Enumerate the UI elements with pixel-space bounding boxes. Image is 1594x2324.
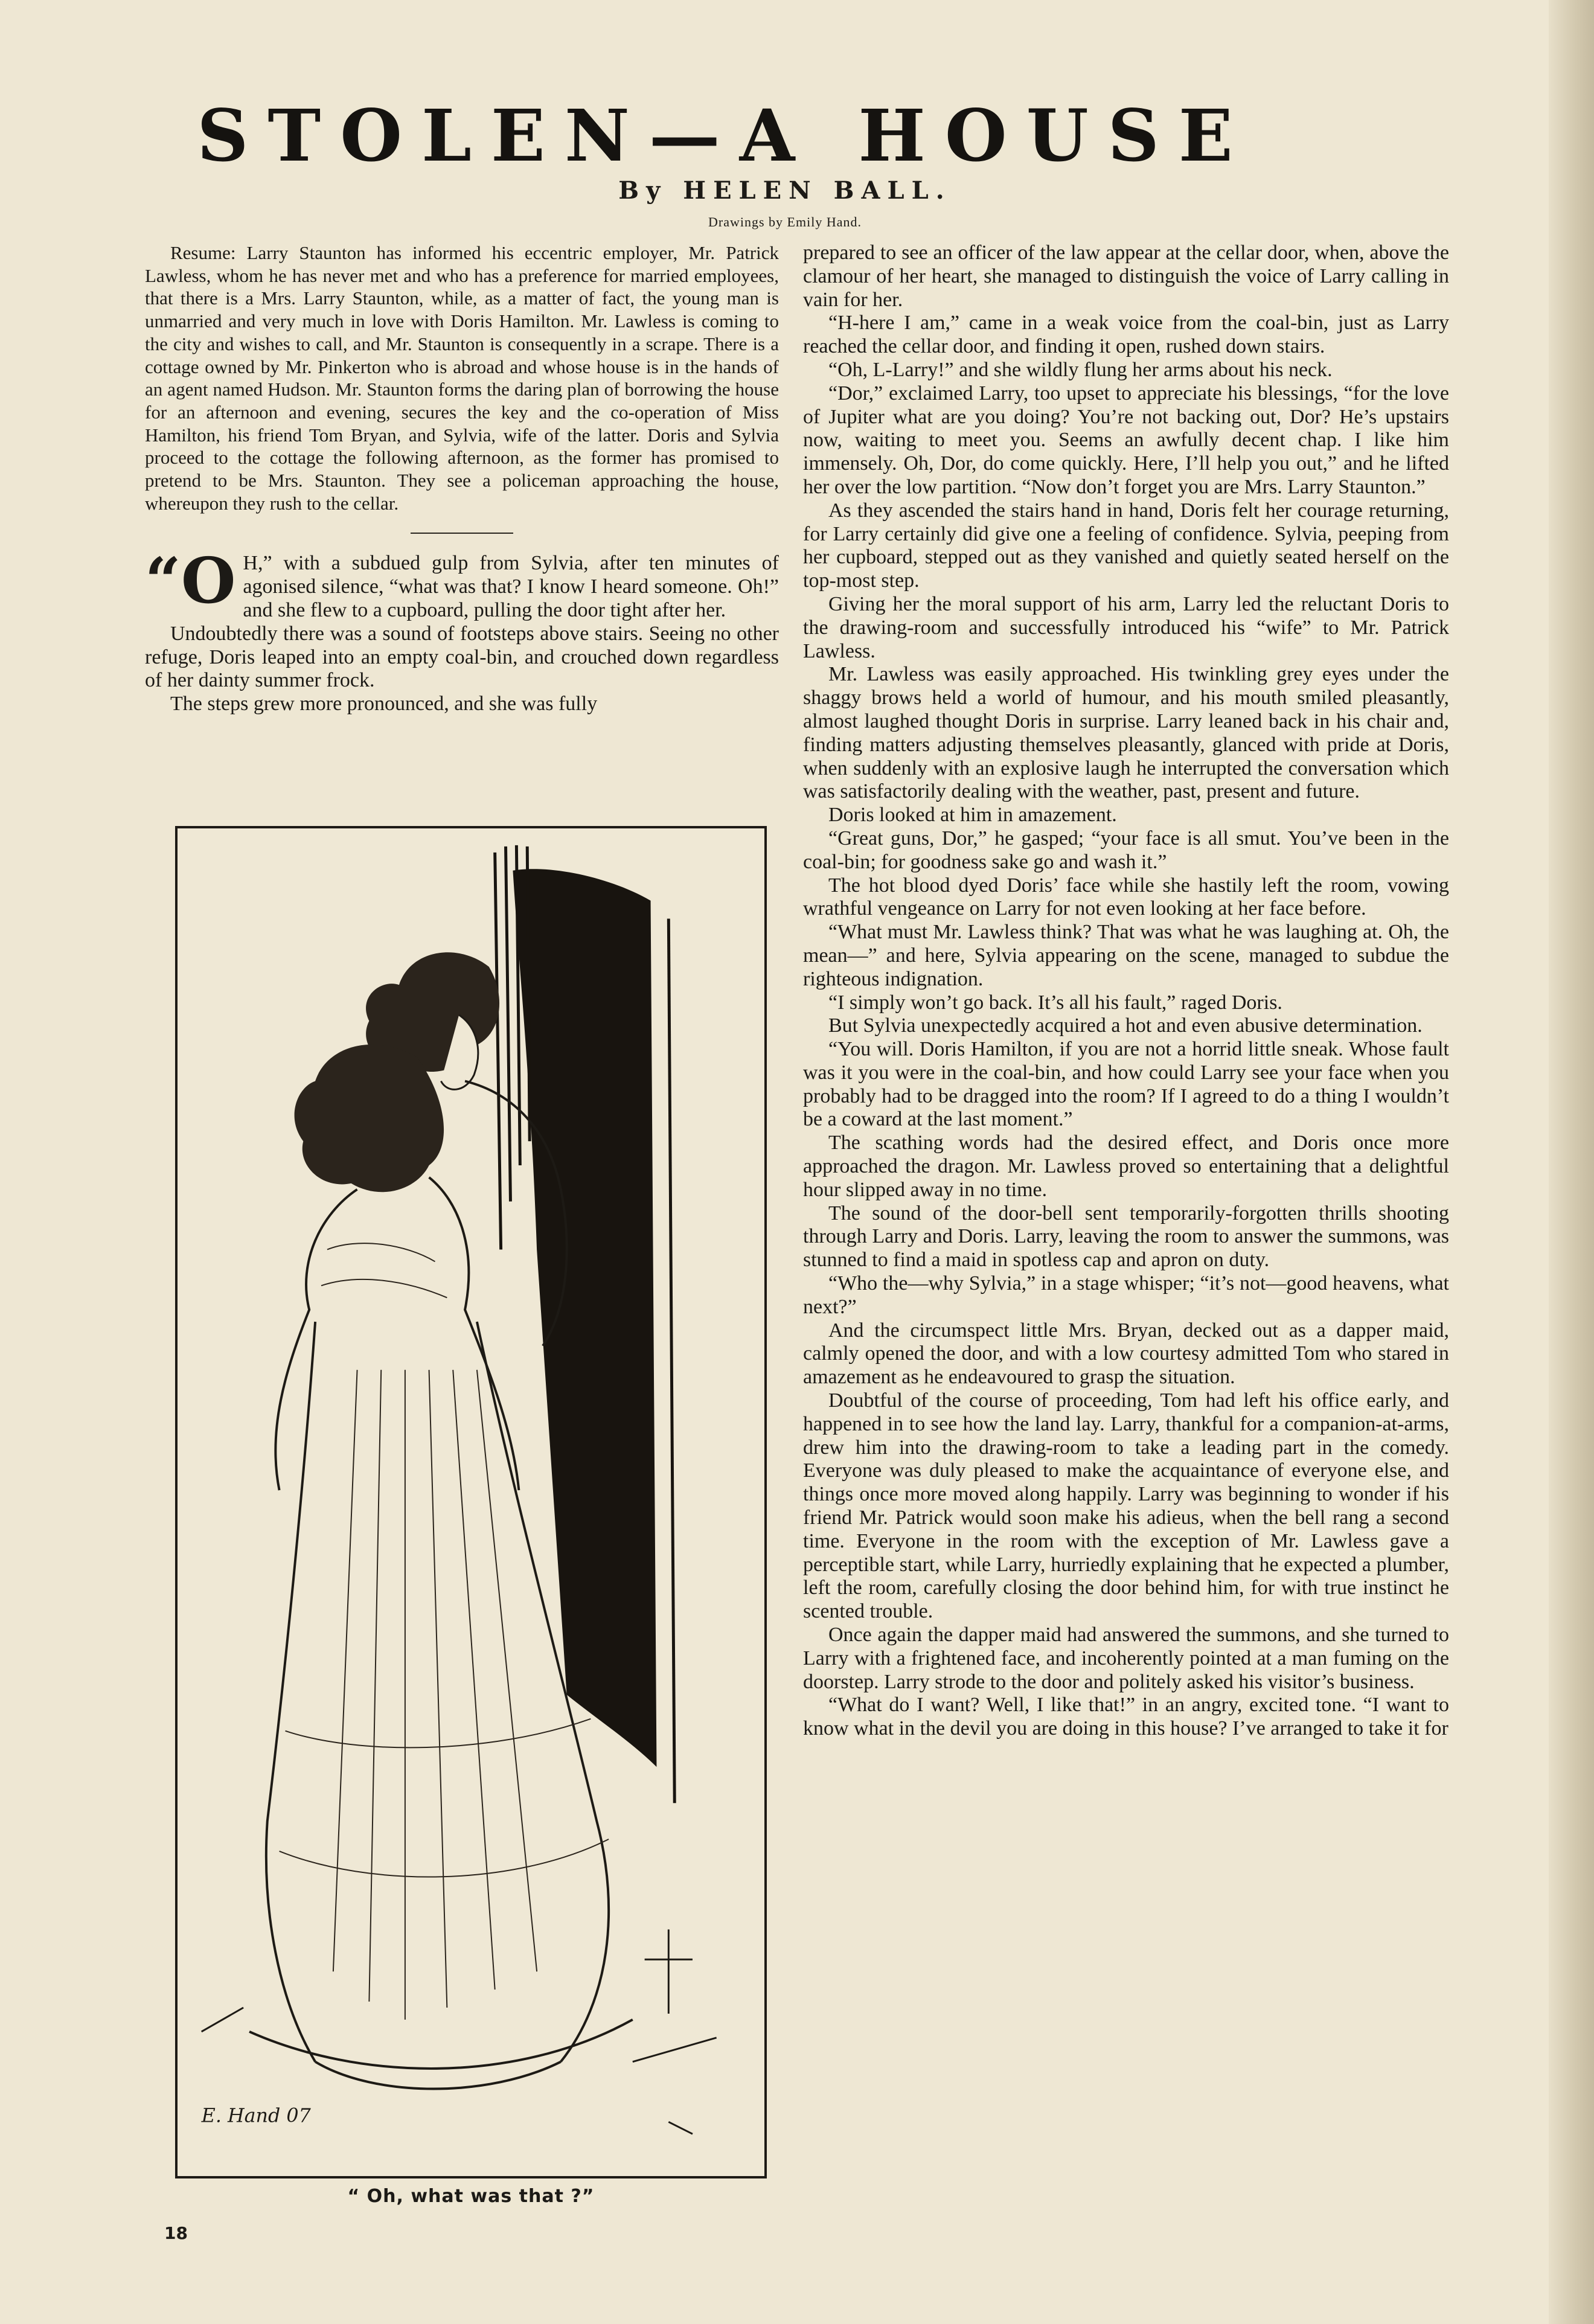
illustration-credit: Drawings by Emily Hand. [708, 214, 862, 229]
opening-paragraph-text: H,” with a subdued gulp from Sylvia, after ten minutes of agonised silence, “what was that? I know I heard someone. Oh!” and she flew to a cupboard, pulling the door tight after her. [243, 552, 779, 622]
body-paragraph: “H-here I am,” came in a weak voice from the coal-bin, just as Larry reached the cellar door, and finding it open, rushed down stairs. [803, 312, 1449, 358]
body-paragraph: Mr. Lawless was easily approached. His twinkling grey eyes under the shaggy brows held a world of humour, and his mouth smiled pleasantly, almost laughed thought Doris in surprise. Larry leaned back in his chair and, finding matters adjusting themselves pleasantly, glanced with pride at Doris, when suddenly with an explosive laugh he interrupted the conversation which was satisfactorily dealing with the weather, past, present and future. [803, 663, 1449, 803]
body-paragraph: Doubtful of the course of proceeding, Tom had left his office early, and happened in to see how the land lay. Larry, thankful for a companion-at-arms, drew him into the drawing-room to take a leading part in the comedy. Everyone was duly pleased to make the acquaintance of everyone else, and things once more moved along happily. Larry was beginning to wonder if his friend Mr. Patrick would soon make his adieus, when the bell rang a second time. Everyone in the room with the exception of Mr. Lawless gave a perceptible start, while Larry, hurriedly explaining that he expected a plumber, left the room, carefully closing the door behind him, for with true instinct he scented trouble. [803, 1389, 1449, 1623]
body-paragraph: But Sylvia unexpectedly acquired a hot and even abusive determination. [828, 1014, 1423, 1037]
section-divider [411, 533, 513, 534]
opening-paragraph [145, 543, 779, 622]
resume-paragraph: Resume: Larry Staunton has informed his eccentric employer, Mr. Patrick Lawless, whom he has never met and who has a preference for married employees, that there is a Mrs. Larry Staunton, while, as a matter of fact, the young man is unmarried and very much in love with Doris Hamilton. Mr. Lawless is coming to the city and wishes to call, and Mr. Staunton is consequently in a scrape. There is a cottage owned by Mr. Pinkerton who is abroad and whose house is in the hands of an agent named Hudson. Mr. Staunton forms the daring plan of borrowing the house for an afternoon and evening, secures the key and the co-operation of Miss Hamilton, his friend Tom Bryan, and Sylvia, wife of the latter. Doris and Sylvia proceed to the cottage the following afternoon, as the former has promised to pretend to be Mrs. Staunton. They see a policeman approaching the house, whereupon they rush to the cellar. [145, 242, 779, 514]
body-paragraph: Undoubtedly there was a sound of footsteps above stairs. Seeing no other refuge, Doris leaped into an empty coal-bin, and crouched down regardless of her dainty summer frock. [145, 622, 779, 692]
drop-cap-letter: O [181, 543, 236, 618]
body-paragraph: The hot blood dyed Doris’ face while she hastily left the room, vowing wrathful vengeance on Larry for not even looking at her face before. [803, 874, 1449, 920]
body-paragraph: “I simply won’t go back. It’s all his fault,” raged Doris. [828, 991, 1282, 1014]
body-paragraph: Giving her the moral support of his arm, Larry led the reluctant Doris to the drawing-room and successfully introduced his “wife” to Mr. Patrick Lawless. [803, 592, 1449, 662]
body-paragraph: “Great guns, Dor,” he gasped; “your face is all smut. You’ve been in the coal-bin; for goodness sake go and wash it.” [803, 827, 1449, 873]
body-paragraph: “Oh, L-Larry!” and she wildly flung her arms about his neck. [828, 358, 1333, 381]
body-paragraph: Doris looked at him in amazement. [828, 804, 1117, 827]
body-paragraph: The sound of the door-bell sent temporarily-forgotten thrills shooting through Larry and Doris. Larry, leaving the room to answer the summons, was stunned to find a maid in spotless cap and apron on duty. [803, 1202, 1449, 1272]
illustration-drawing [178, 828, 764, 2176]
body-paragraph: The steps grew more pronounced, and she was fully [170, 693, 598, 715]
byline: By HELEN BALL. [618, 176, 952, 205]
body-paragraph: Once again the dapper maid had answered the summons, and she turned to Larry with a frightened face, and incoherently pointed at a man fuming on the doorstep. Larry strode to the door and politely asked his visitor’s business. [803, 1624, 1449, 1693]
article-title: STOLEN—A HOUSE [197, 94, 1252, 178]
right-column [803, 242, 1449, 1741]
body-paragraph: The scathing words had the desired effect, and Doris once more approached the dragon. Mr. Lawless proved so entertaining that a delightful hour slipped away in no time. [803, 1132, 1449, 1201]
artist-signature: E. Hand 07 [201, 2104, 311, 2127]
body-paragraph: As they ascended the stairs hand in hand, Doris felt her courage returning, for Larry certainly did give one a feeling of confidence. Sylvia, peeping from her cupboard, stepped out as they vanished and quietly seated herself on the top-most step. [803, 499, 1449, 592]
body-paragraph: “You will. Doris Hamilton, if you are not a horrid little sneak. Whose fault was it you were in the coal-bin, and how could Larry see your face when you probably had to be dragged into the room? If I agreed to do a thing I wouldn’t be a coward at the last moment.” [803, 1038, 1449, 1131]
body-paragraph: “Who the—why Sylvia,” in a stage whisper; “it’s not—good heavens, what next?” [803, 1272, 1449, 1318]
body-paragraph: And the circumspect little Mrs. Bryan, decked out as a dapper maid, calmly opened the door, and with a low courtesy admitted Tom who stared in amazement as he endeavoured to grasp the situation. [803, 1319, 1449, 1389]
left-column [145, 242, 779, 716]
body-paragraph: “What do I want? Well, I like that!” in an angry, excited tone. “I want to know what in the devil you are doing in this house? I’ve arranged to take it for [803, 1694, 1449, 1740]
page-number: 18 [164, 2223, 188, 2243]
body-paragraph: “Dor,” exclaimed Larry, too upset to appreciate his blessings, “for the love of Jupiter what are you doing? You’re not backing out, Dor? He’s upstairs now, waiting to meet you. Seems an awfully decent chap. I like him immensely. Oh, Dor, do come quickly. Here, I’ll help you out,” and he lifted her over the low partition. “Now don’t forget you are Mrs. Larry Staunton.” [803, 382, 1449, 498]
opening-quote-mark: “ [145, 543, 181, 618]
body-paragraph: “What must Mr. Lawless think? That was what he was laughing at. Oh, the mean—” and here, Sylvia appearing on the scene, managed to subdue the righteous indignation. [803, 921, 1449, 990]
body-paragraph: prepared to see an officer of the law appear at the cellar door, when, above the clamour of her heart, she managed to distinguish the voice of Larry calling in vain for her. [803, 242, 1449, 311]
illustration-frame [175, 826, 767, 2178]
illustration-caption: “ Oh, what was that ?” [347, 2186, 595, 2207]
binding-edge [1549, 0, 1594, 2324]
drop-cap [145, 543, 236, 618]
